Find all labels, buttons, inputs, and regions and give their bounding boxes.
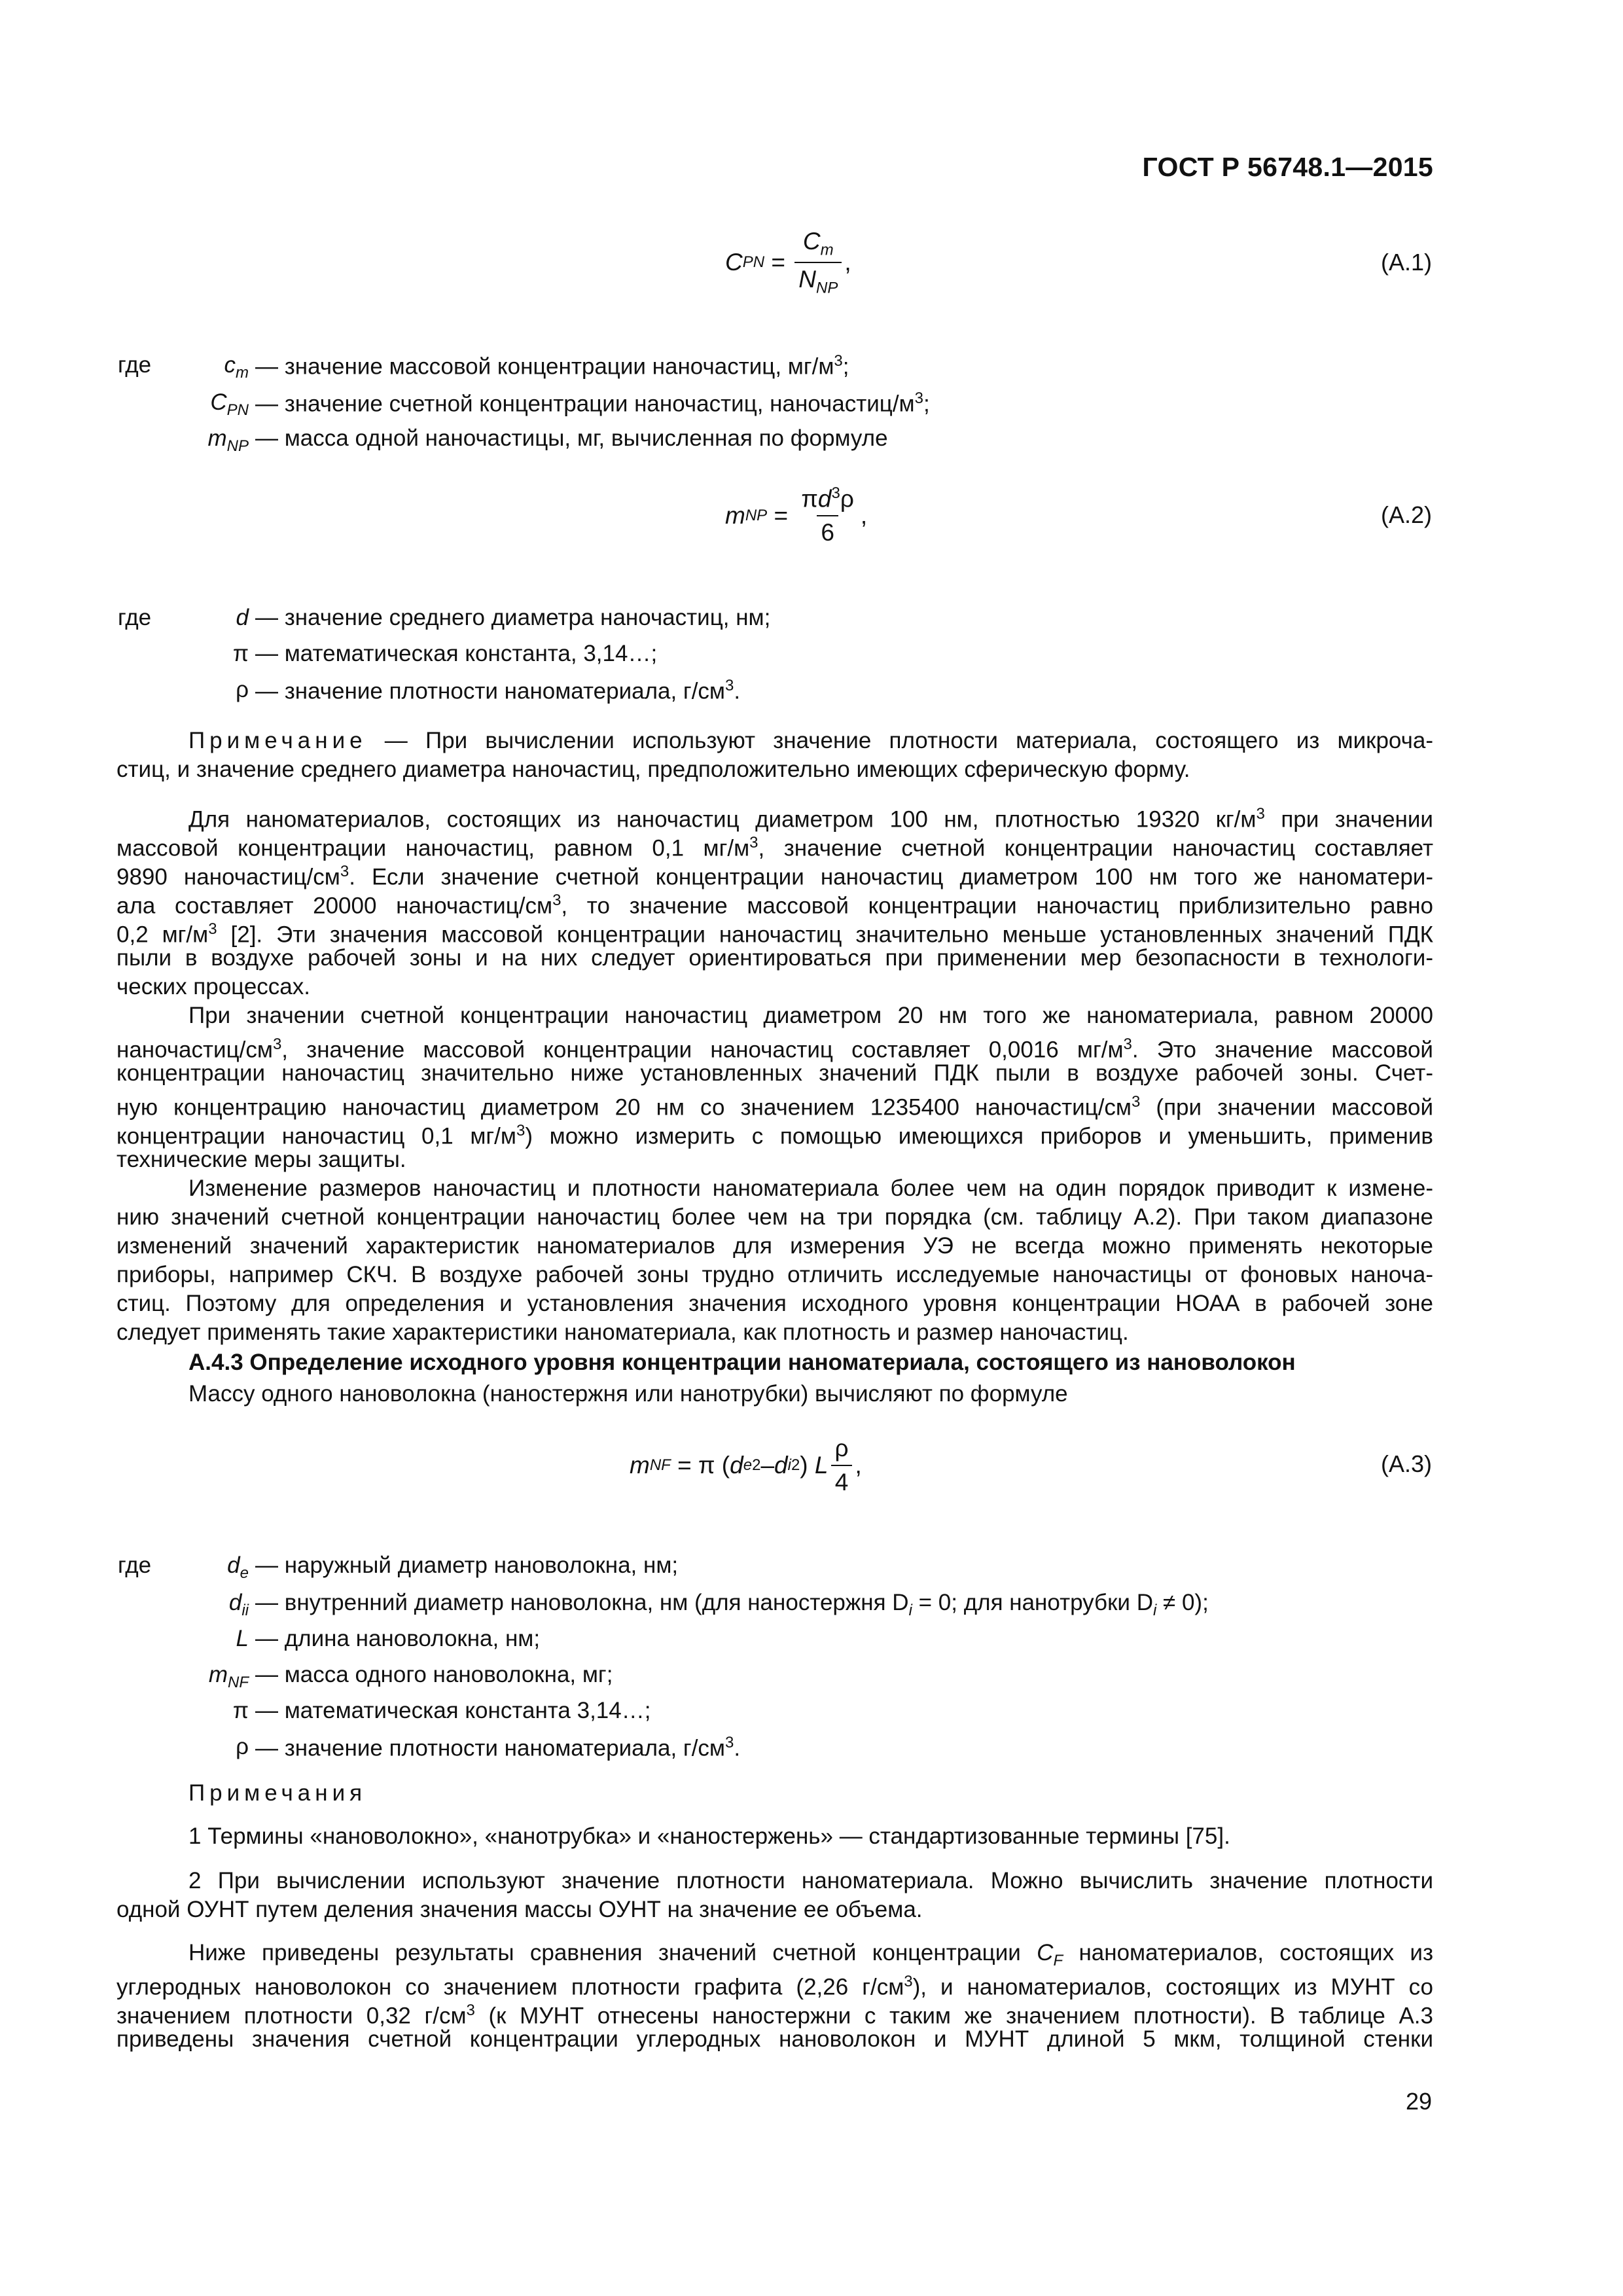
para-1-line: ала составляет 20000 наночастиц/$см^3$, то значение массовой концентрации наночастиц приблизительно равно bbox=[116, 891, 1434, 919]
section-heading: А.4.3 Определение исходного уровня концентрации наноматериала, состоящего из нановолокон bbox=[188, 1350, 1296, 1375]
formula-a1: C PN = $\frac{C_m}{N_{NP}}$ , bbox=[725, 228, 851, 297]
definitions-1: $c_m$ — значение массовой концентрации наночастиц, $мг/м^3$; $C_{PN}$ — значение счетной концентрации наночастиц, наночастиц/$м^3$; $m_{NP}$ — масса одной наночастицы, мг, вычисленная по формуле bbox=[207, 352, 930, 455]
para-1-line: массовой концентрации наночастиц, равном 0,1 $мг/м^3$, значение счетной концентрации наночастиц составляет bbox=[116, 834, 1433, 861]
note-item-2-line-2: одной ОУНТ путем деления значения массы ОУНТ на значение ее объема. bbox=[116, 1897, 923, 1922]
note-1-line-2: стиц, и значение среднего диаметра наночастиц, предположительно имеющих сферическую форму. bbox=[116, 757, 1190, 782]
definitions-2: d — значение среднего диаметра наночастиц, нм; π — математическая константа, 3,14…; ρ — значение плотности наноматериала, $г/см^3$. bbox=[232, 605, 771, 704]
where-label-1: где bbox=[118, 352, 152, 378]
where-label-3: где bbox=[118, 1552, 152, 1578]
equation-number-a1: (А.1) bbox=[1380, 249, 1432, 276]
para-1-line: Для наноматериалов, состоящих из наночастиц диаметром 100 нм, плотностью 19320 $кг/м^3$ при значении bbox=[188, 805, 1433, 833]
para-1-line: 9890 наночастиц/$см^3$. Если значение счетной концентрации наночастиц диаметром 100 нм того же наноматери- bbox=[116, 863, 1433, 890]
para-2-line: концентрации наночастиц значительно ниже установленных значений ПДК пыли в воздухе рабочей зоны. Счет- bbox=[116, 1060, 1433, 1086]
para-1-line: 0,2 $мг/м^3$ [2]. Эти значения массовой концентрации наночастиц значительно меньше установленных значений ПДК bbox=[116, 920, 1433, 948]
page-number: 29 bbox=[1405, 2088, 1432, 2115]
formula-a2: m NP = $\frac{\pi d^3\rho}{6}$ , bbox=[725, 484, 868, 547]
para-3-line: нию значений счетной концентрации наночастиц более чем на три порядка (см. таблицу А.2). При таком диапазоне bbox=[116, 1204, 1433, 1230]
para-2-line: концентрации наночастиц 0,1 $мг/м^3$) можно измерить с помощью имеющихся приборов и уменьшить, применив bbox=[116, 1122, 1433, 1149]
formula-a3-intro: Массу одного нановолокна (наностержня или нанотрубки) вычисляют по формуле bbox=[188, 1381, 1068, 1407]
para-4-line: Ниже приведены результаты сравнения значений счетной концентрации $C_F$ наноматериалов, состоящих из bbox=[188, 1940, 1433, 1969]
para-3-line: стиц. Поэтому для определения и установления значения исходного уровня концентрации НОАА в рабочей зоне bbox=[116, 1291, 1433, 1316]
para-2-line: технические меры защиты. bbox=[116, 1147, 406, 1172]
para-4-line: приведены значения счетной концентрации углеродных нановолокон и МУНТ длиной 5 мкм, толщиной стенки bbox=[116, 2026, 1433, 2052]
para-1-line: пыли в воздухе рабочей зоны и на них следует ориентироваться при применении мер безопасности в технологи- bbox=[116, 945, 1433, 971]
formula-a3: m NF = π ( d e 2 – d i 2 ) L $\frac{\rho}{4}$ , bbox=[630, 1435, 862, 1496]
para-2-line: ную концентрацию наночастиц диаметром 20 нм со значением 1235400 наночастиц/$см^3$ (при значении массовой bbox=[116, 1093, 1434, 1121]
note-item-1: 1 Термины «нановолокно», «нанотрубка» и «наностержень» — стандартизованные термины [75]. bbox=[188, 1823, 1230, 1849]
where-label-2: где bbox=[118, 605, 152, 630]
para-4-line: значением плотности 0,32 $г/см^3$ (к МУНТ отнесены наностержни с таким же значением плотности). В таблице А.3 bbox=[116, 2001, 1433, 2029]
note-item-2-line-1: 2 При вычислении используют значение плотности наноматериала. Можно вычислить значение плотности bbox=[188, 1868, 1433, 1893]
equation-number-a2: (А.2) bbox=[1380, 501, 1432, 528]
note-1-line-1: Примечание — При вычислении используют значение плотности материала, состоящего из микроча- bbox=[188, 728, 1433, 753]
para-2-line: При значении счетной концентрации наночастиц диаметром 20 нм того же наноматериала, равном 20000 bbox=[188, 1003, 1433, 1028]
para-1-line: ческих процессах. bbox=[116, 974, 310, 999]
notes-label: Примечания bbox=[188, 1780, 367, 1806]
para-3-line: следует применять такие характеристики наноматериала, как плотность и размер наночастиц. bbox=[116, 1319, 1129, 1345]
definitions-3: $d_e$ — наружный диаметр нановолокна, нм; $d_{ii}$ — внутренний диаметр нановолокна, нм (для наностержня $D_i = 0$; для нанотрубки $D_i \ne 0$); L — длина нановолокна, нм; $m_{NF}$ — масса одного нановолокна, мг; π — математическая константа 3,14…; ρ — значение плотности наноматериала, $г/см^3$. bbox=[208, 1552, 1209, 1761]
para-3-line: приборы, например СКЧ. В воздухе рабочей зоны трудно отличить исследуемые наночастицы от фоновых наноча- bbox=[116, 1262, 1433, 1287]
para-3-line: изменений значений характеристик наноматериалов для измерения УЭ не всегда можно применять некоторые bbox=[116, 1233, 1433, 1259]
equation-number-a3: (А.3) bbox=[1380, 1450, 1432, 1477]
document-id: ГОСТ Р 56748.1—2015 bbox=[1142, 152, 1433, 182]
para-4-line: углеродных нановолокон со значением плотности графита (2,26 $г/см^3$), и наноматериалов, состоящих из МУНТ со bbox=[116, 1973, 1433, 2000]
para-2-line: наночастиц/$см^3$, значение массовой концентрации наночастиц составляет 0,0016 $мг/м^3$. Это значение массовой bbox=[116, 1035, 1433, 1063]
para-3-line: Изменение размеров наночастиц и плотности наноматериала более чем на один порядок приводит к измене- bbox=[188, 1175, 1433, 1201]
